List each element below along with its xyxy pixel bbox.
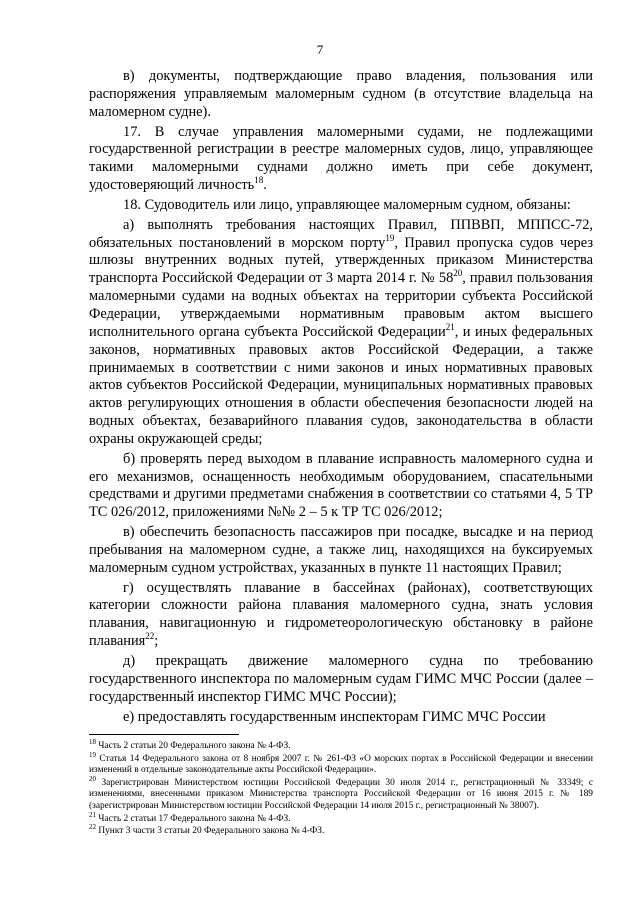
paragraph-18-v: в) обеспечить безопасность пассажиров при посадке, высадке и на период пребывания на маломерном судне, а также лиц, находящихся на буксируемых маломерным судном устройствах, указанных в пункте 11 настоящих Правил; <box>89 524 593 576</box>
footnote-ref-22: 22 <box>145 631 155 642</box>
paragraph-v-documents: в) документы, подтверждающие право владения, пользования или распоряжения управляемым маломерным судном (в отсутствие владельца на маломерном судне). <box>89 68 593 120</box>
page-number: 7 <box>316 42 324 57</box>
footnote-19: $^{19}$ Статья 14 Федерального закона от 8 ноября 2007 г. № 261-ФЗ «О морских портах в Российской Федерации и внесении изменений в отдельные законодательные акты Российской Федерации». <box>89 750 593 776</box>
footnote-separator <box>89 734 239 735</box>
paragraph-18: 18. Судоводитель или лицо, управляющее маломерным судном, обязаны: <box>123 196 571 213</box>
paragraph-18-e: е) предоставлять государственным инспекторам ГИМС МЧС России <box>123 708 546 725</box>
footnote-ref-21: 21 <box>445 322 455 333</box>
paragraph-18-g: г) осуществлять плавание в бассейнах (районах), соответствующих категории сложности района плавания маломерного судна, знать условия плавания, навигационную и гидрометеорологическую обстановку в районе плавания$^{22}$; <box>89 579 593 650</box>
footnote-21: $^{21}$ Часть 2 статьи 17 Федерального закона № 4-ФЗ. <box>89 810 291 824</box>
paragraph-18-b: б) проверять перед выходом в плавание исправность маломерного судна и его механизмов, оснащенность необходимым оборудованием, спасательными средствами и другими предметами снабжения в соответствии со статьями 4, 5 ТР ТС 026/2012, приложениями №№ 2 – 5 к ТР ТС 026/2012; <box>89 450 593 521</box>
paragraph-18-d: д) прекращать движение маломерного судна по требованию государственного инспектора по маломерным судам ГИМС МЧС России (далее – государственный инспектор ГИМС МЧС России); <box>89 653 593 705</box>
footnote-ref-20: 20 <box>453 268 463 279</box>
footnote-ref-18: 18 <box>254 175 264 186</box>
footnote-20: $^{20}$ Зарегистрирован Министерством юстиции Российской Федерации 30 июля 2014 г., регистрационный № 33349; с изменениями, внесенными приказом Министерства транспорта Российской Федерации от 16 июня 2015 г. № 189 (зарегистрирован Министерством юстиции Российской Федерации 14 июля 2015 г., регистрационный № 38007). <box>89 774 593 811</box>
footnote-18: $^{18}$ Часть 2 статьи 20 Федерального закона № 4-ФЗ. <box>89 737 291 751</box>
footnote-22: $^{22}$ Пункт 3 части 3 статьи 20 Федерального закона № 4-ФЗ. <box>89 823 325 837</box>
paragraph-18-a: а) выполнять требования настоящих Правил, ППВВП, МППСС-72, обязательных постановлений в морском порту$^{19}$, Правил пропуска судов через шлюзы внутренних водных путей, утвержденных приказом Министерства транспорта Российской Федерации от 3 марта 2014 г. № $58^{20}$, правил пользования маломерными судами на водных объектах на территории субъекта Российской Федерации, утверждаемыми нормативным правовым актом высшего исполнительного органа субъекта Российской Федерации$^{21}$, и иных федеральных законов, нормативных правовых актов Российской Федерации, а также принимаемых в соответствии с ними законов и иных нормативных правовых актов субъектов Российской Федерации, муниципальных нормативных правовых актов регулирующих отношения в области обеспечения безопасности людей на водных объектах, безаварийного плавания судов, законодательства в области охраны окружающей среды; <box>89 216 594 447</box>
body-text <box>89 68 593 728</box>
paragraph-17: 17. В случае управления маломерными судами, не подлежащими государственной регистрации в реестре маломерных судов, лицо, управляющее такими маломерными суднами должно иметь при себе документ, удостоверяющий личность$^{18}$. <box>89 123 593 194</box>
footnote-ref-19: 19 <box>385 232 395 243</box>
footnotes <box>89 737 593 839</box>
